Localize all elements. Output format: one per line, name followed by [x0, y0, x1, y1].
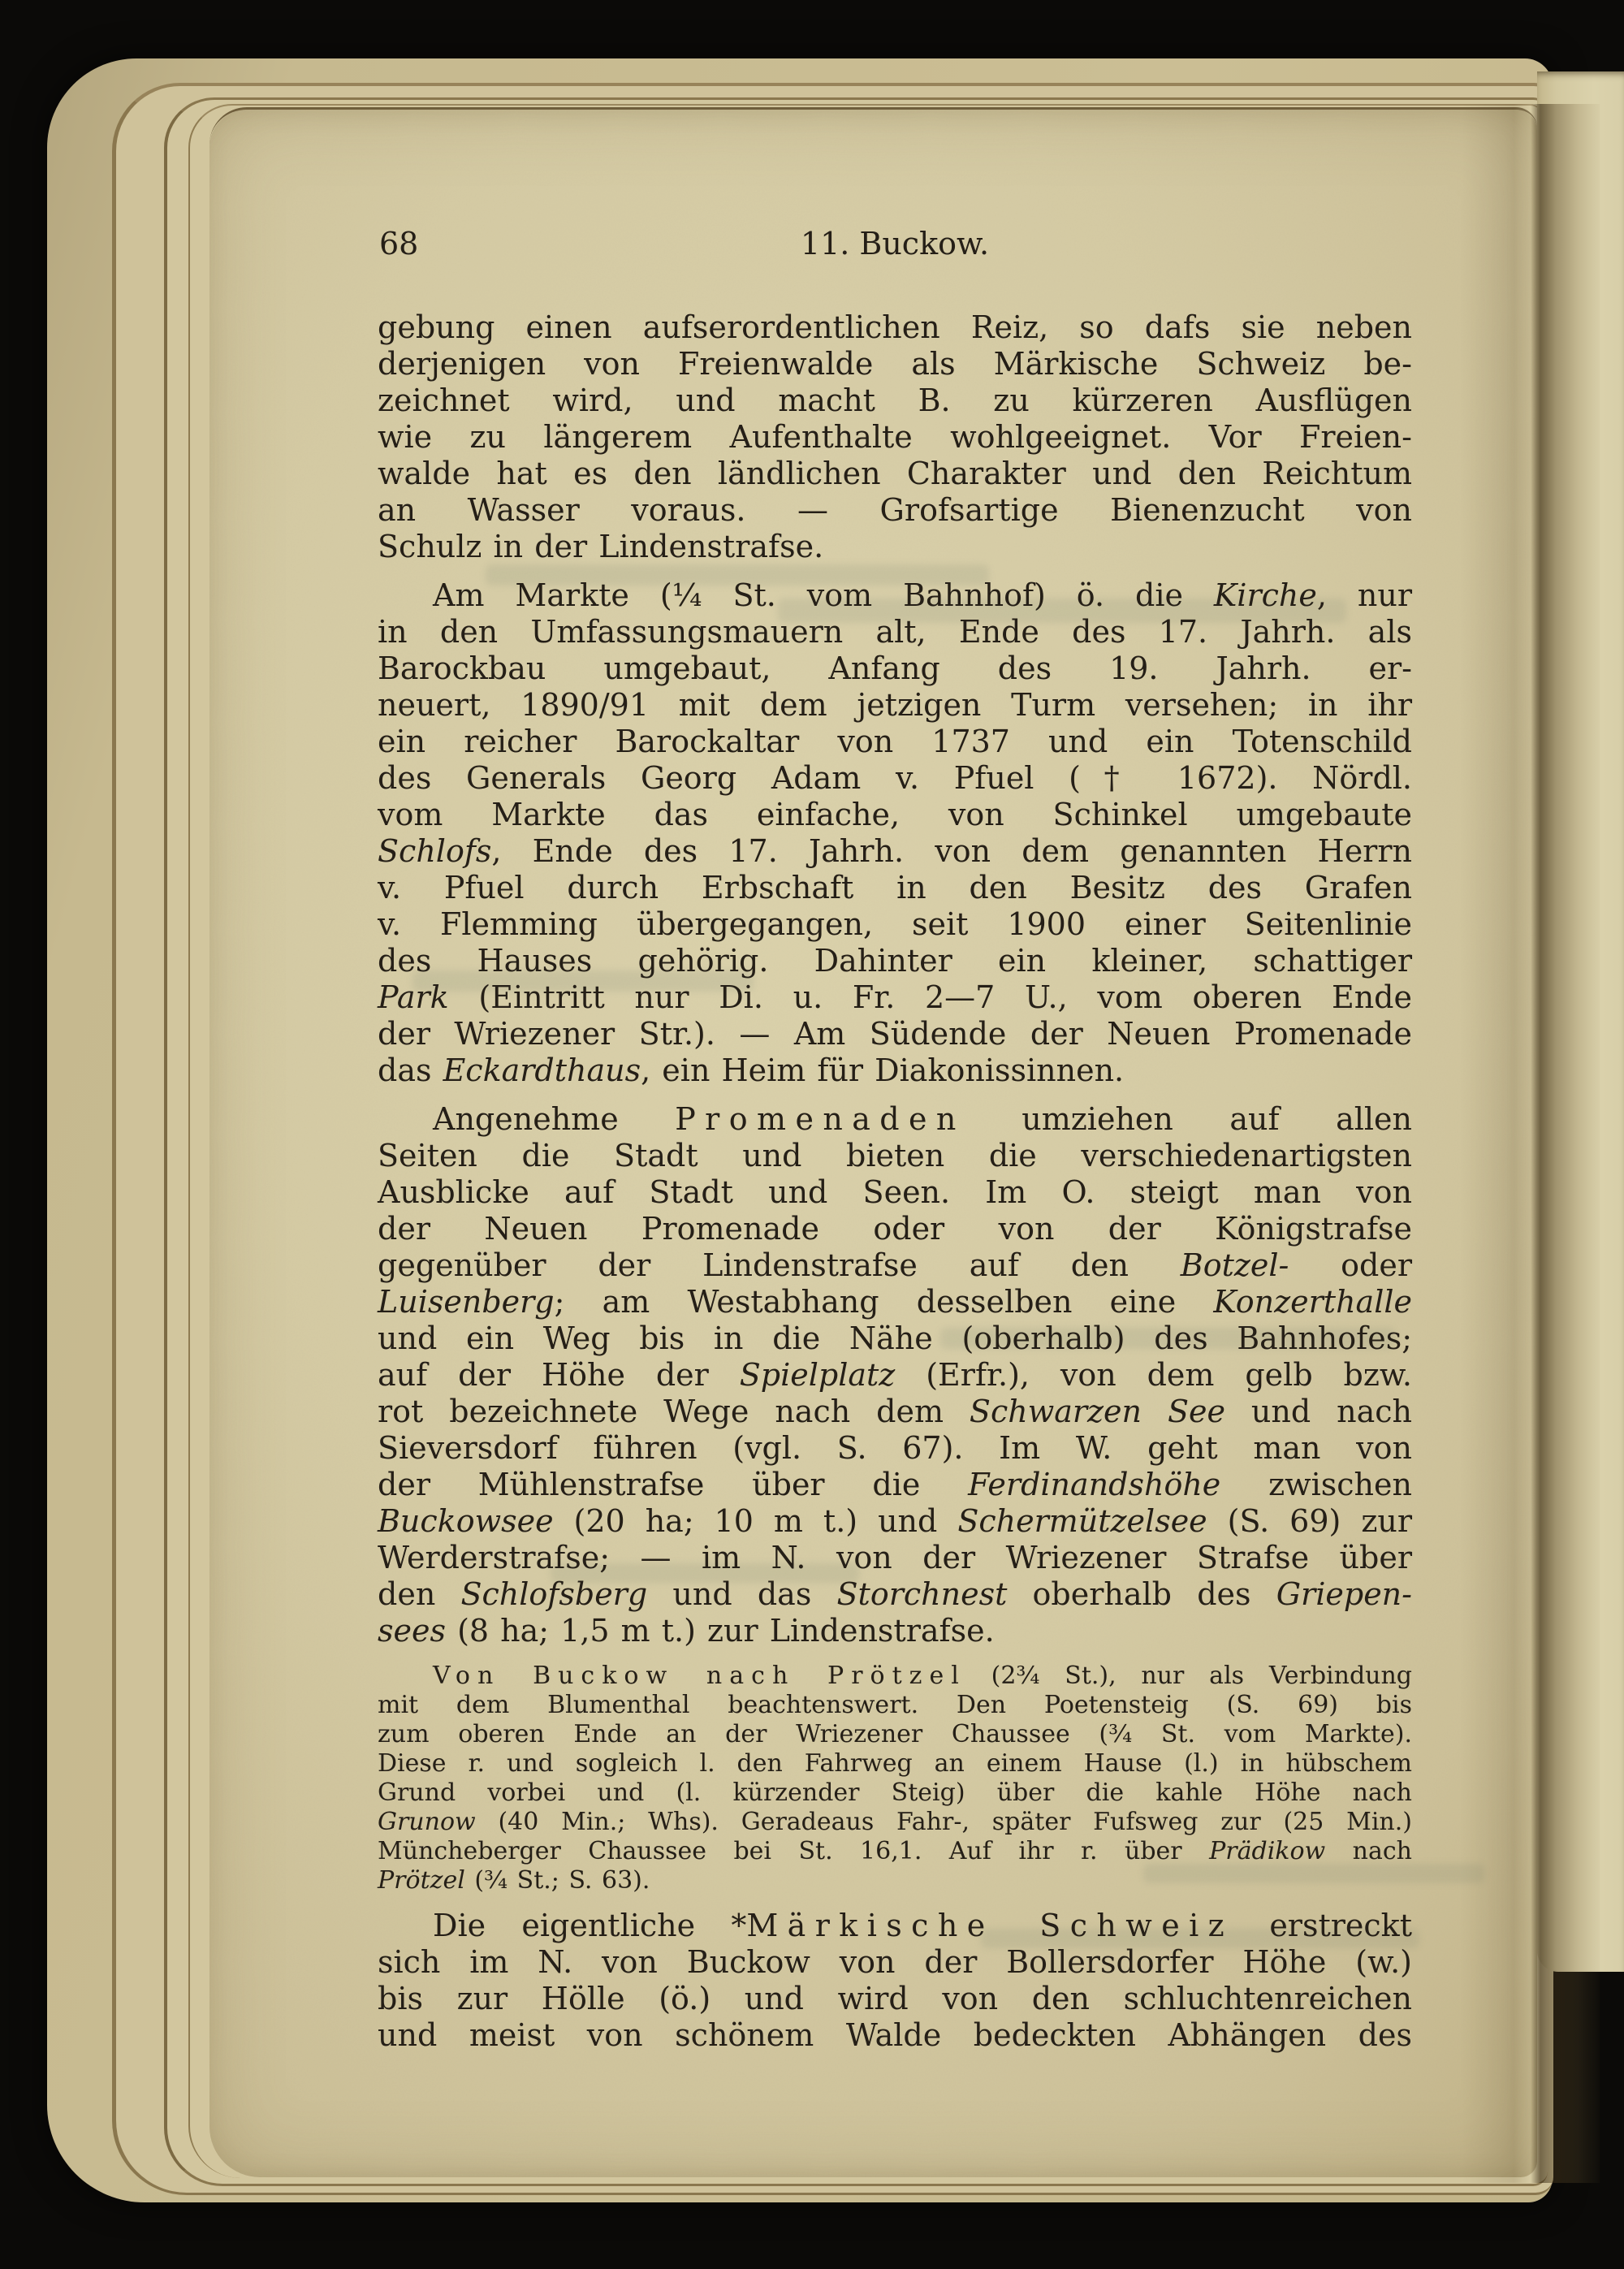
- facing-page-edge: [1537, 71, 1624, 1972]
- book-page: [209, 107, 1537, 2177]
- paper-grain-texture: [209, 110, 1537, 2177]
